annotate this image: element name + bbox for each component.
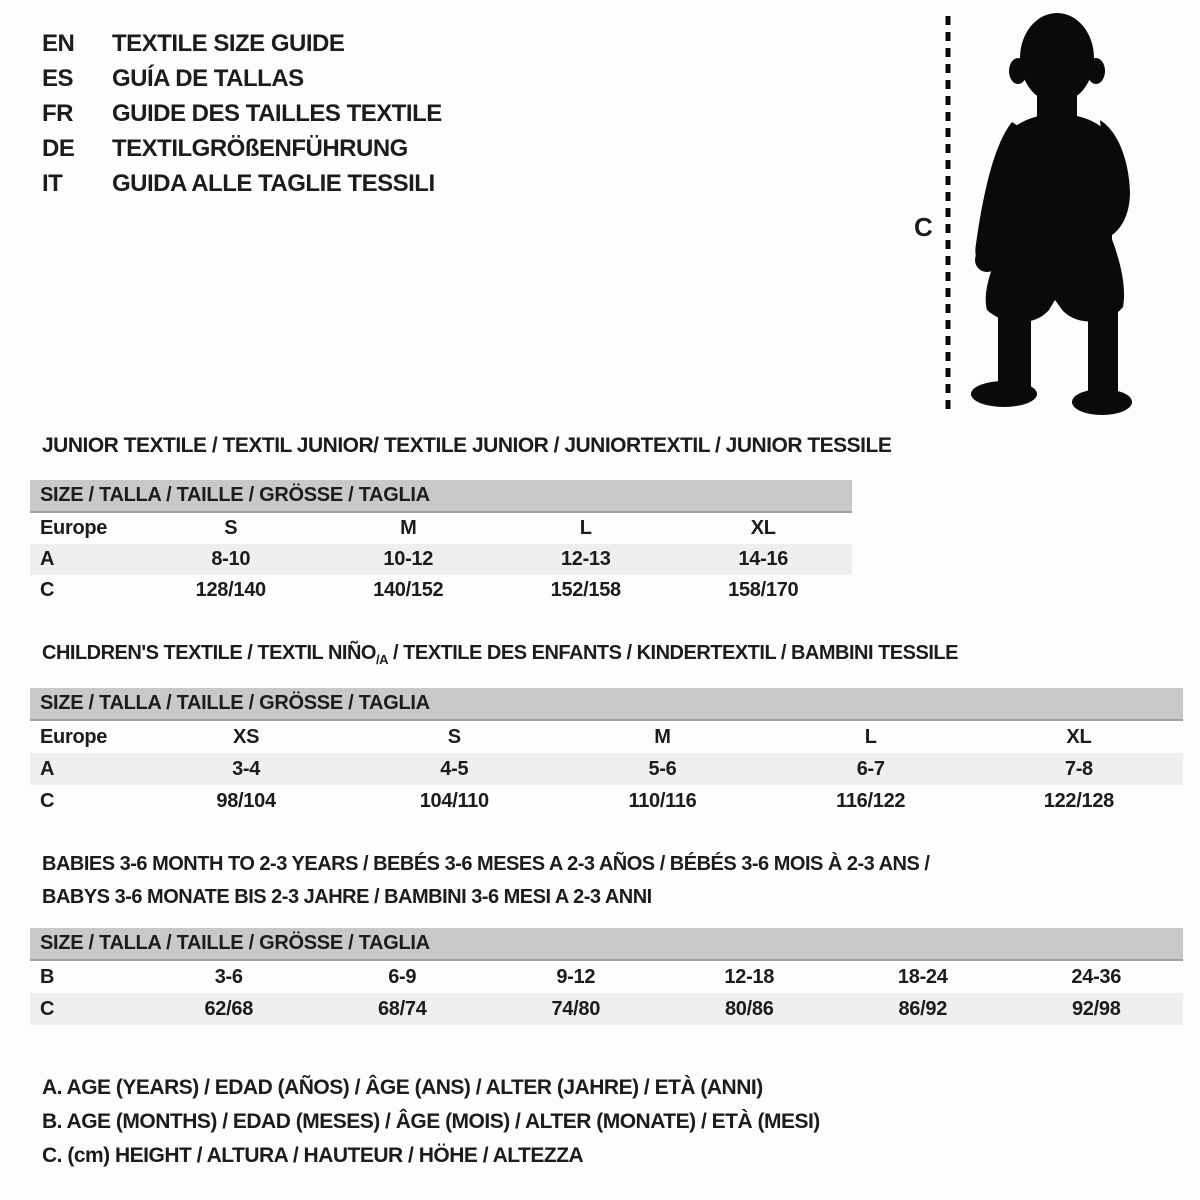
toddler-silhouette-image — [962, 8, 1140, 416]
size-cell: 62/68 — [204, 997, 254, 1020]
children-size-table — [30, 688, 1183, 817]
language-list — [42, 26, 442, 201]
table-row-height-cm — [30, 575, 852, 606]
language-name: GUÍA DE TALLAS — [112, 64, 304, 92]
size-cell: 4-5 — [440, 757, 469, 780]
height-dashed-line — [945, 14, 951, 418]
size-table-header: SIZE / TALLA / TAILLE / GRÖSSE / TAGLIA — [30, 688, 1183, 721]
size-table-header: SIZE / TALLA / TAILLE / GRÖSSE / TAGLIA — [30, 480, 852, 513]
language-code: ES — [42, 64, 74, 92]
babies-title-line1: BABIES 3-6 MONTH TO 2-3 YEARS / BEBÉS 3-6 MESES A 2-3 AÑOS / BÉBÉS 3-6 MOIS À 2-3 ANS / — [42, 853, 930, 875]
language-row — [42, 26, 442, 61]
size-cell: L — [864, 725, 877, 748]
row-label: Europe — [40, 517, 108, 539]
legend-line-age-months: B. AGE (MONTHS) / EDAD (MESES) / ÂGE (MOIS) / ALTER (MONATE) / ETÀ (MESI) — [42, 1110, 820, 1133]
size-cell: 68/74 — [377, 997, 427, 1020]
legend-line-height: C. (cm) HEIGHT / ALTURA / HAUTEUR / HÖHE / ALTEZZA — [42, 1144, 584, 1167]
children-title-text: CHILDREN'S TEXTILE / TEXTIL NIÑO — [42, 642, 376, 664]
size-cell: 128/140 — [195, 579, 266, 601]
row-label: C — [40, 997, 55, 1020]
language-row — [42, 61, 442, 96]
size-cell: 92/98 — [1071, 997, 1121, 1020]
size-cell: 86/92 — [898, 997, 948, 1020]
language-row — [42, 131, 442, 166]
size-cell: 122/128 — [1043, 789, 1114, 812]
size-cell: 98/104 — [216, 789, 276, 812]
legend-line-age-years: A. AGE (YEARS) / EDAD (AÑOS) / ÂGE (ANS) / ALTER (JAHRE) / ETÀ (ANNI) — [42, 1076, 763, 1099]
size-cell: M — [654, 725, 671, 748]
language-code: EN — [42, 29, 75, 57]
size-cell: 6-9 — [388, 965, 417, 988]
size-cell: 3-4 — [232, 757, 261, 780]
row-label: B — [40, 965, 55, 988]
size-cell: 9-12 — [556, 965, 596, 988]
table-row-age-years — [30, 544, 852, 575]
size-cell: XS — [233, 725, 260, 748]
babies-section-title — [42, 848, 929, 914]
table-row-age-years — [30, 753, 1183, 785]
size-cell: L — [579, 517, 592, 539]
size-cell: 5-6 — [648, 757, 677, 780]
language-code: FR — [42, 99, 73, 127]
size-cell: S — [224, 517, 238, 539]
row-label: C — [40, 789, 55, 812]
size-cell: 158/170 — [728, 579, 799, 601]
size-cell: 24-36 — [1071, 965, 1122, 988]
babies-size-table — [30, 928, 1183, 1025]
size-cell: 104/110 — [419, 789, 489, 812]
row-label: A — [40, 757, 55, 780]
size-cell: 116/122 — [836, 789, 906, 812]
language-row — [42, 166, 442, 201]
table-row-age-months — [30, 961, 1183, 993]
size-cell: 8-10 — [211, 548, 251, 570]
language-name: TEXTILGRÖßENFÜHRUNG — [112, 134, 408, 162]
junior-size-table — [30, 480, 852, 606]
size-table-header: SIZE / TALLA / TAILLE / GRÖSSE / TAGLIA — [30, 928, 1183, 961]
size-cell: 18-24 — [897, 965, 948, 988]
size-cell: S — [447, 725, 461, 748]
size-cell: 12-18 — [724, 965, 775, 988]
size-cell: 10-12 — [383, 548, 434, 570]
language-name: GUIDE DES TAILLES TEXTILE — [112, 99, 442, 127]
children-title-subscript: /A — [375, 652, 388, 667]
size-cell: M — [400, 517, 417, 539]
row-label: Europe — [40, 725, 108, 748]
size-cell: 14-16 — [738, 548, 789, 570]
table-row-height-cm — [30, 993, 1183, 1025]
table-row-europe — [30, 513, 852, 544]
children-section-title — [42, 640, 958, 668]
language-code: IT — [42, 169, 63, 197]
size-cell: 12-13 — [560, 548, 611, 570]
size-cell: 3-6 — [214, 965, 243, 988]
size-cell: 80/86 — [724, 997, 774, 1020]
table-row-europe — [30, 721, 1183, 753]
size-cell: 7-8 — [1064, 757, 1093, 780]
size-cell: XL — [750, 517, 776, 539]
row-label: A — [40, 548, 55, 570]
babies-title-line2: BABYS 3-6 MONATE BIS 2-3 JAHRE / BAMBINI 3-6 MESI A 2-3 ANNI — [42, 886, 652, 908]
size-cell: 74/80 — [551, 997, 601, 1020]
size-cell: 152/158 — [550, 579, 621, 601]
size-cell: 140/152 — [373, 579, 444, 601]
junior-section-title: JUNIOR TEXTILE / TEXTIL JUNIOR/ TEXTILE JUNIOR / JUNIORTEXTIL / JUNIOR TESSILE — [42, 434, 892, 457]
height-figure — [890, 8, 1190, 428]
language-name: GUIDA ALLE TAGLIE TESSILI — [112, 169, 435, 197]
measurement-legend — [42, 1071, 820, 1173]
size-cell: 110/116 — [628, 789, 697, 812]
language-row — [42, 96, 442, 131]
language-code: DE — [42, 134, 75, 162]
row-label: C — [40, 579, 55, 601]
size-cell: XL — [1066, 725, 1092, 748]
height-measure-label: C — [914, 212, 933, 242]
children-title-text: / TEXTILE DES ENFANTS / KINDERTEXTIL / BAMBINI TESSILE — [387, 642, 958, 664]
language-name: TEXTILE SIZE GUIDE — [112, 29, 345, 57]
table-row-height-cm — [30, 785, 1183, 817]
size-cell: 6-7 — [856, 757, 885, 780]
